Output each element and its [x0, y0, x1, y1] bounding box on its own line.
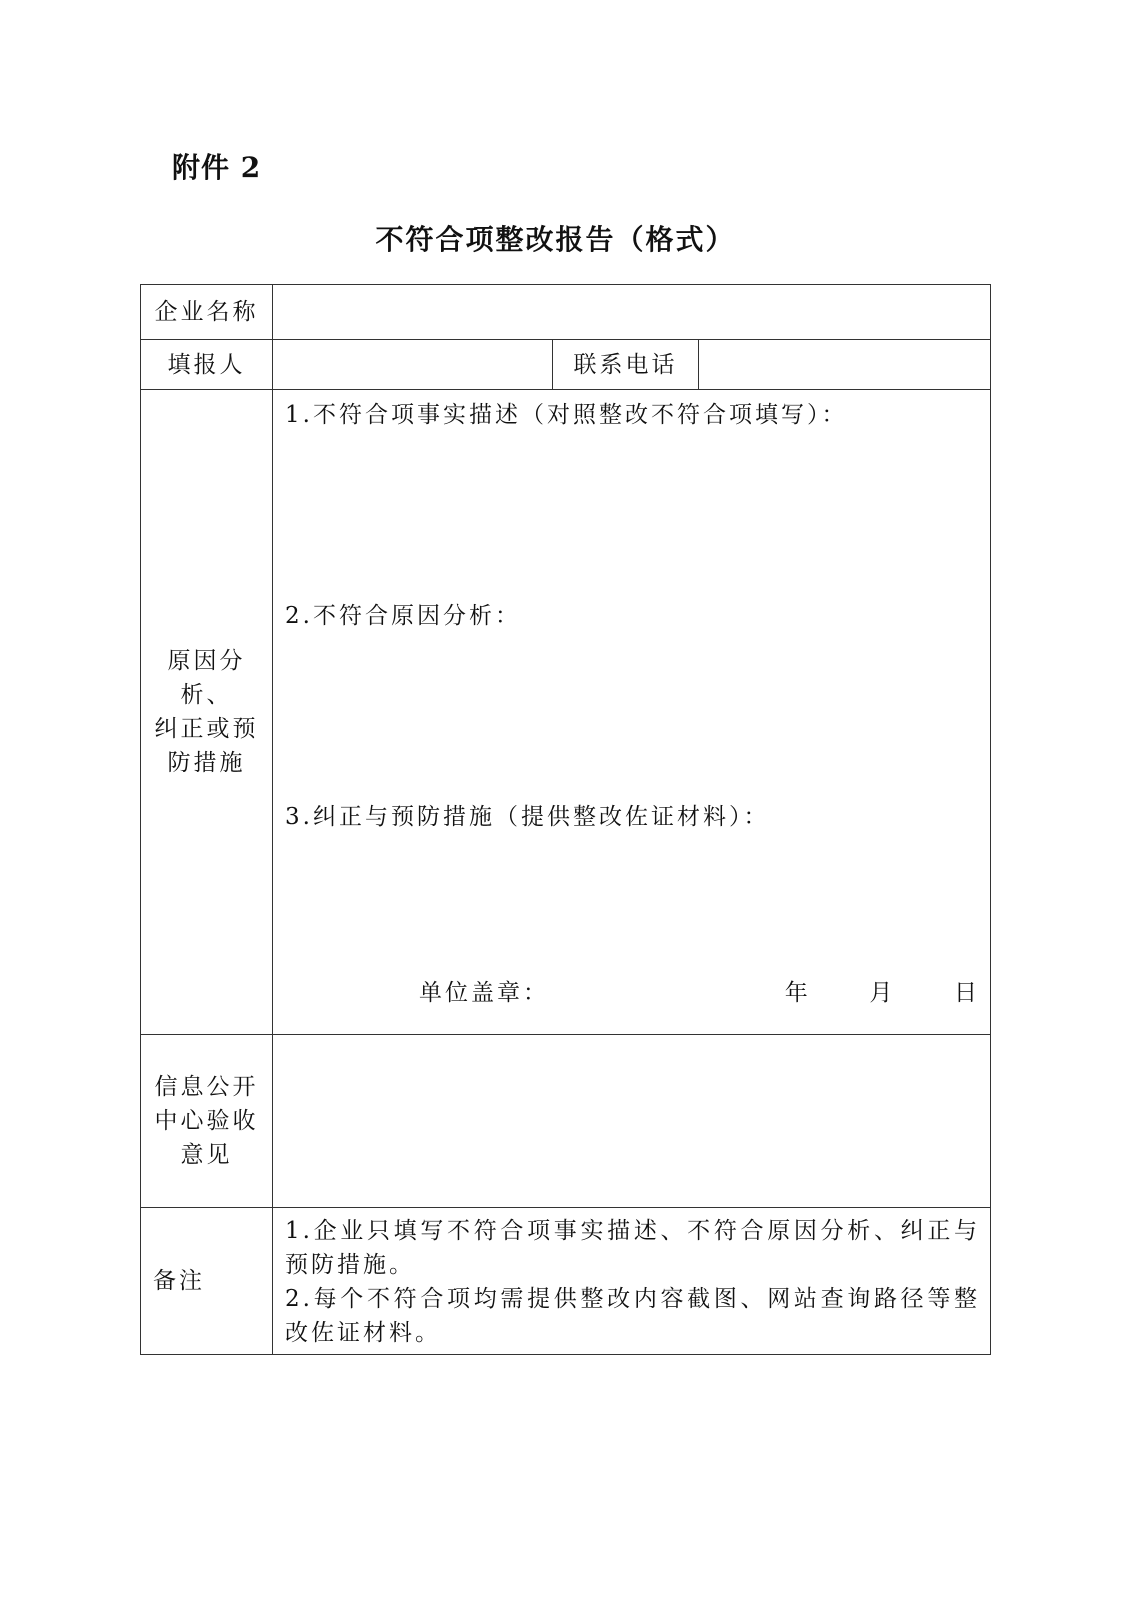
remark-item: 1.企业只填写不符合项事实描述、不符合原因分析、纠正与预防措施。 [285, 1218, 981, 1278]
remarks-row [141, 1208, 991, 1355]
review-label-line-2: 中心验收 [154, 1108, 259, 1134]
analysis-row [141, 390, 991, 1035]
corrective-measures-heading: 3.纠正与预防措施（提供整改佐证材料）： [285, 804, 770, 830]
reporter-label: 填报人 [141, 340, 273, 390]
rectification-report-form [140, 284, 991, 1355]
analysis-label [141, 390, 273, 1035]
phone-field[interactable] [699, 340, 991, 390]
analysis-label-line-4: 防措施 [167, 750, 246, 776]
review-label-line-1: 信息公开 [154, 1074, 259, 1100]
remarks-label: 备注 [141, 1208, 273, 1355]
remarks-content [273, 1208, 991, 1355]
fact-description-heading: 1.不符合项事实描述（对照整改不符合项填写）： [285, 402, 848, 428]
review-label-line-3: 意见 [180, 1142, 233, 1168]
reporter-field[interactable] [273, 340, 553, 390]
company-name-row [141, 285, 991, 340]
document-title: 不符合项整改报告（格式） [375, 223, 736, 256]
cause-analysis-heading: 2.不符合原因分析： [285, 603, 521, 629]
phone-label: 联系电话 [553, 340, 699, 390]
date-day-label: 日 [954, 980, 981, 1006]
review-row [141, 1035, 991, 1208]
analysis-label-line-3: 纠正或预 [154, 716, 259, 742]
analysis-field[interactable] [273, 390, 991, 1035]
company-name-field[interactable] [273, 285, 991, 340]
company-name-label: 企业名称 [141, 285, 273, 340]
review-opinion-field[interactable] [273, 1035, 991, 1208]
reporter-row [141, 340, 991, 390]
date-month-label: 月 [869, 980, 896, 1006]
unit-stamp-label: 单位盖章： [419, 980, 549, 1006]
remark-item: 2.每个不符合项均需提供整改内容截图、网站查询路径等整改佐证材料。 [285, 1286, 981, 1346]
analysis-label-line-1: 原因分 [167, 648, 246, 674]
analysis-label-line-2: 析、 [180, 682, 233, 708]
date-line [785, 974, 980, 1007]
date-year-label: 年 [784, 980, 811, 1006]
review-opinion-label [141, 1035, 273, 1208]
attachment-label: 附件 2 [172, 151, 262, 184]
